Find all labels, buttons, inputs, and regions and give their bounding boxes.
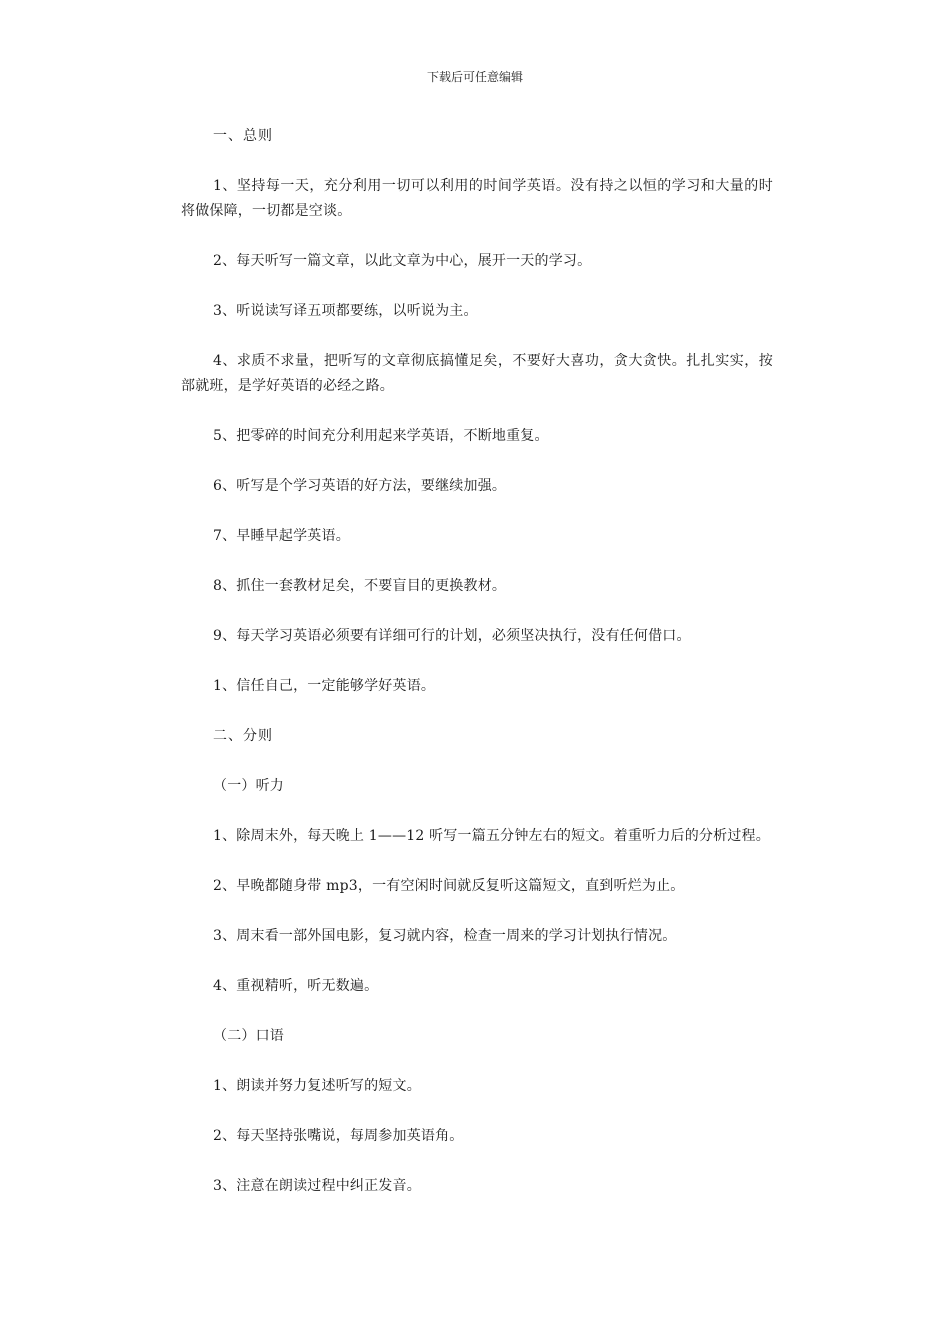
speaking-item-1: 1、朗读并努力复述听写的短文。 <box>213 1078 421 1094</box>
document-body <box>181 124 773 1199</box>
paragraph-gap <box>181 949 773 974</box>
paragraph-gap <box>181 324 773 349</box>
paragraph-gap <box>181 1049 773 1074</box>
general-item-9: 9、每天学习英语必须要有详细可行的计划，必须坚决执行，没有任何借口。 <box>213 628 691 644</box>
section-heading-detail: 二、分则 <box>213 728 273 744</box>
header-note: 下载后可任意编辑 <box>426 70 523 84</box>
subsection-heading-listening: （一）听力 <box>213 778 284 794</box>
paragraph-gap <box>181 399 773 424</box>
section-heading-general: 一、总则 <box>213 128 273 144</box>
listening-item-1: 1、除周末外，每天晚上 1——12 听写一篇五分钟左右的短文。着重听力后的分析过程。 <box>213 828 770 844</box>
paragraph-gap <box>181 274 773 299</box>
paragraph-gap <box>181 699 773 724</box>
paragraph-gap <box>181 599 773 624</box>
paragraph-gap <box>181 549 773 574</box>
paragraph-gap <box>181 899 773 924</box>
speaking-item-3: 3、注意在朗读过程中纠正发音。 <box>213 1178 421 1194</box>
paragraph-gap <box>181 499 773 524</box>
general-item-7: 7、早睡早起学英语。 <box>213 528 350 544</box>
subsection-heading-speaking: （二）口语 <box>213 1028 284 1044</box>
paragraph-gap <box>181 749 773 774</box>
listening-item-3: 3、周末看一部外国电影，复习就内容，检查一周来的学习计划执行情况。 <box>213 928 677 944</box>
paragraph-gap <box>181 1099 773 1124</box>
speaking-item-2: 2、每天坚持张嘴说，每周参加英语角。 <box>213 1128 464 1144</box>
general-item-10: 1、信任自己，一定能够学好英语。 <box>213 678 436 694</box>
paragraph-gap <box>181 224 773 249</box>
paragraph-gap <box>181 449 773 474</box>
listening-item-4: 4、重视精听，听无数遍。 <box>213 978 379 994</box>
general-item-3: 3、听说读写译五项都要练，以听说为主。 <box>213 303 478 319</box>
paragraph-gap <box>181 1149 773 1174</box>
general-item-4: 4、求质不求量，把听写的文章彻底搞懂足矣，不要好大喜功，贪大贪快。扎扎实实，按部就班，是学好英语的必经之路。 <box>181 353 773 394</box>
paragraph-gap <box>181 999 773 1024</box>
general-item-5: 5、把零碎的时间充分利用起来学英语，不断地重复。 <box>213 428 549 444</box>
general-item-8: 8、抓住一套教材足矣，不要盲目的更换教材。 <box>213 578 507 594</box>
paragraph-gap <box>181 649 773 674</box>
paragraph-gap <box>181 799 773 824</box>
general-item-2: 2、每天听写一篇文章，以此文章为中心，展开一天的学习。 <box>213 253 592 269</box>
listening-item-2: 2、早晚都随身带 mp3，一有空闲时间就反复听这篇短文，直到听烂为止。 <box>213 878 685 894</box>
general-item-1: 1、坚持每一天，充分利用一切可以利用的时间学英语。没有持之以恒的学习和大量的时将做保障，一切都是空谈。 <box>181 178 773 219</box>
paragraph-gap <box>181 849 773 874</box>
paragraph-gap <box>181 149 773 174</box>
general-item-6: 6、听写是个学习英语的好方法，要继续加强。 <box>213 478 507 494</box>
